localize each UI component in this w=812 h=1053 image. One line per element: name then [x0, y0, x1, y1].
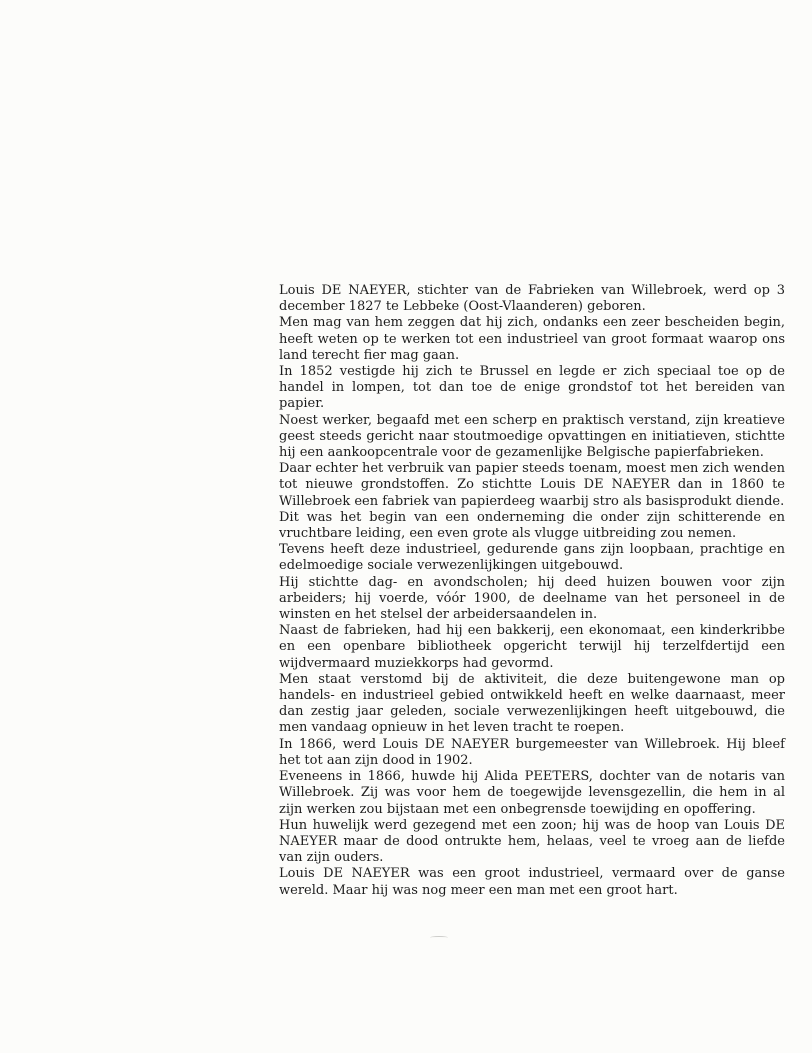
paragraph: Louis DE NAEYER, stichter van de Fabrieken van Willebroek, werd op 3 december 1827 te Lebbeke (Oost-Vlaanderen) geboren.	[279, 283, 785, 315]
paragraph: Hij stichtte dag- en avondscholen; hij deed huizen bouwen voor zijn arbeiders; hij voerde, vóór 1900, de deelname van het personeel in de winsten en het stelsel der arbeidersaandelen in.	[279, 574, 785, 623]
paragraph: Hun huwelijk werd gezegend met een zoon; hij was de hoop van Louis DE NAEYER maar de dood ontrukte hem, helaas, veel te vroeg aan de liefde van zijn ouders.	[279, 817, 785, 866]
paragraph: Tevens heeft deze industrieel, gedurende gans zijn loopbaan, prachtige en edelmoedige sociale verwezenlijkingen uitgebouwd.	[279, 542, 785, 574]
paragraph: In 1866, werd Louis DE NAEYER burgemeester van Willebroek. Hij bleef het tot aan zijn dood in 1902.	[279, 736, 785, 768]
biography-text	[279, 283, 785, 899]
paragraph: Men staat verstomd bij de aktiviteit, die deze buitengewone man op handels- en industrieel gebied ontwikkeld heeft en welke daarnaast, meer dan zestig jaar geleden, sociale verwezenlijkingen heeft uitgebouwd, die men vandaag opnieuw in het leven tracht te roepen.	[279, 671, 785, 736]
paragraph: Naast de fabrieken, had hij een bakkerij, een ekonomaat, een kinderkribbe en een openbare bibliotheek opgericht terwijl hij terzelfdertijd een wijdvermaard muziekkorps had gevormd.	[279, 623, 785, 671]
paragraph: Noest werker, begaafd met een scherp en praktisch verstand, zijn kreatieve geest steeds gericht naar stoutmoedige opvattingen en initiatieven, stichtte hij een aankoopcentrale voor de gezamenlijke Belgische papierfabrieken.	[279, 412, 785, 461]
paragraph: In 1852 vestigde hij zich te Brussel en legde er zich speciaal toe op de handel in lompen, tot dan toe de enige grondstof tot het bereiden van papier.	[279, 364, 785, 412]
paragraph: Louis DE NAEYER was een groot industrieel, vermaard over de ganse wereld. Maar hij was nog meer een man met een groot hart.	[279, 866, 785, 898]
paragraph: Eveneens in 1866, huwde hij Alida PEETERS, dochter van de notaris van Willebroek. Zij was voor hem de toegewijde levensgezellin, die hem in al zijn werken zou bijstaan met een onbegrensde toewijding en opoffering.	[279, 769, 785, 817]
page-mark	[430, 936, 448, 939]
paragraph: Dit was het begin van een onderneming die onder zijn schitterende en vruchtbare leiding, een even grote als vlugge uitbreiding zou nemen.	[279, 509, 785, 542]
paragraph: Daar echter het verbruik van papier steeds toenam, moest men zich wenden tot nieuwe grondstoffen. Zo stichtte Louis DE NAEYER dan in 1860 te Willebroek een fabriek van papierdeeg waarbij stro als basisprodukt diende.	[279, 461, 785, 509]
paragraph: Men mag van hem zeggen dat hij zich, ondanks een zeer bescheiden begin, heeft weten op te werken tot een industrieel van groot formaat waarop ons land terecht fier mag gaan.	[279, 315, 785, 363]
